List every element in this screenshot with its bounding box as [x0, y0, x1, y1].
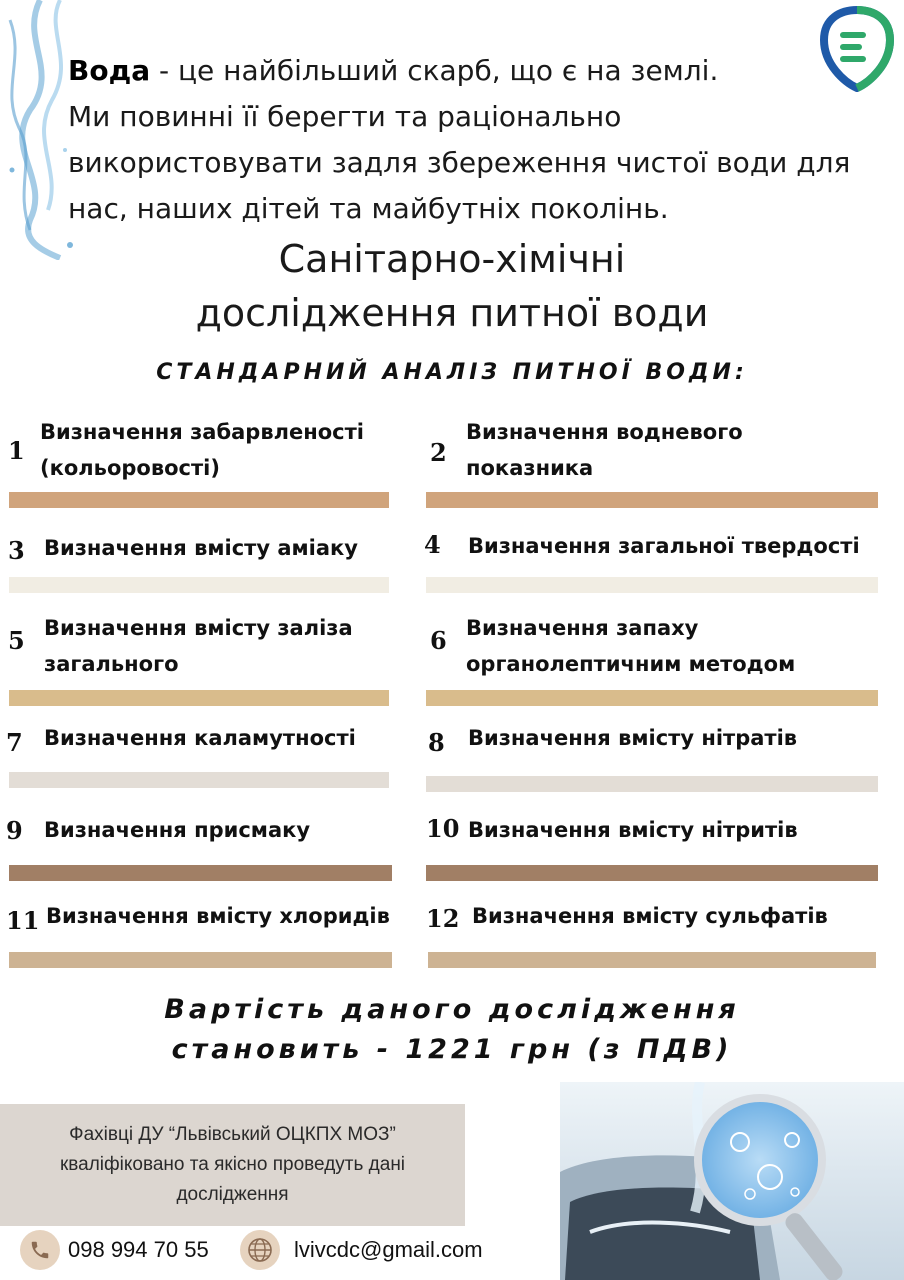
item-divider-bar	[426, 690, 878, 706]
page-title	[0, 232, 904, 340]
item-number: 2	[430, 438, 447, 467]
item-number: 7	[6, 728, 23, 757]
item-label-line1: Визначення присмаку	[44, 818, 311, 842]
phone-number[interactable]: 098 994 70 55	[68, 1237, 209, 1262]
item-label-line1: Визначення каламутності	[44, 726, 356, 750]
intro-line1: - це найбільший скарб, що є на землі.	[150, 54, 719, 87]
page-title-line2: дослідження питної води	[195, 291, 709, 335]
item-number: 8	[428, 728, 445, 757]
item-number: 6	[430, 626, 447, 655]
org-line2: кваліфіковано та якісно проведуть дані	[59, 1154, 406, 1175]
item-label-line1: Визначення вмісту нітратів	[468, 726, 798, 750]
intro-bold-word: Вода	[68, 54, 151, 87]
item-number: 3	[8, 536, 25, 565]
item-number: 9	[6, 816, 23, 845]
item-label-line1: Визначення загальної твердості	[468, 534, 860, 558]
organization-note	[0, 1104, 465, 1226]
intro-line2: Ми повинні її берегти та раціонально	[68, 100, 622, 133]
item-label-line2: загального	[44, 652, 179, 676]
price-line2: становить - 1221 грн (з ПДВ)	[171, 1034, 733, 1065]
item-label-line1: Визначення вмісту нітритів	[468, 818, 798, 842]
email-contact[interactable]	[240, 1228, 483, 1272]
item-divider-bar	[9, 492, 389, 508]
email-address[interactable]: lvivcdc@gmail.com	[294, 1237, 483, 1262]
item-divider-bar	[9, 772, 389, 788]
intro-line3: використовувати задля збереження чистої води для	[68, 146, 851, 179]
item-label-line2: показника	[466, 456, 594, 480]
item-label-line1: Визначення вмісту аміаку	[44, 536, 358, 560]
item-label-line1: Визначення забарвленості	[40, 420, 364, 444]
item-divider-bar	[426, 492, 878, 508]
item-divider-bar	[9, 952, 392, 968]
analysis-subtitle: СТАНДАРНИЙ АНАЛІЗ ПИТНОЇ ВОДИ:	[156, 360, 748, 385]
item-label-line2: (кольоровості)	[40, 456, 220, 480]
org-line3: дослідження	[176, 1184, 289, 1205]
globe-icon	[240, 1230, 280, 1270]
item-divider-bar	[9, 690, 389, 706]
item-divider-bar	[428, 952, 876, 968]
item-number: 11	[6, 906, 40, 935]
item-number: 4	[424, 530, 441, 559]
item-label-line1: Визначення вмісту хлоридів	[46, 904, 390, 928]
item-number: 10	[426, 814, 460, 843]
item-label-line2: органолептичним методом	[466, 652, 796, 676]
phone-contact[interactable]	[20, 1228, 209, 1272]
intro-text	[68, 48, 898, 232]
item-number: 12	[426, 904, 460, 933]
water-glass-magnifier-image	[560, 1082, 904, 1280]
item-divider-bar	[9, 577, 389, 593]
price-line1: Вартість даного дослідження	[164, 994, 740, 1025]
phone-icon	[20, 1230, 60, 1270]
item-divider-bar	[426, 776, 878, 792]
item-divider-bar	[426, 865, 878, 881]
item-label-line1: Визначення вмісту сульфатів	[472, 904, 828, 928]
intro-line4: нас, наших дітей та майбутніх поколінь.	[68, 192, 669, 225]
item-number: 5	[8, 626, 25, 655]
item-number: 1	[8, 436, 25, 465]
page-title-line1: Санітарно-хімічні	[278, 237, 626, 281]
price-text	[0, 990, 904, 1070]
item-label-line1: Визначення вмісту заліза	[44, 616, 353, 640]
item-label-line1: Визначення запаху	[466, 616, 699, 640]
org-line1: Фахівці ДУ “Львівський ОЦКПХ МОЗ”	[69, 1124, 396, 1145]
item-label-line1: Визначення водневого	[466, 420, 743, 444]
item-divider-bar	[9, 865, 392, 881]
item-divider-bar	[426, 577, 878, 593]
